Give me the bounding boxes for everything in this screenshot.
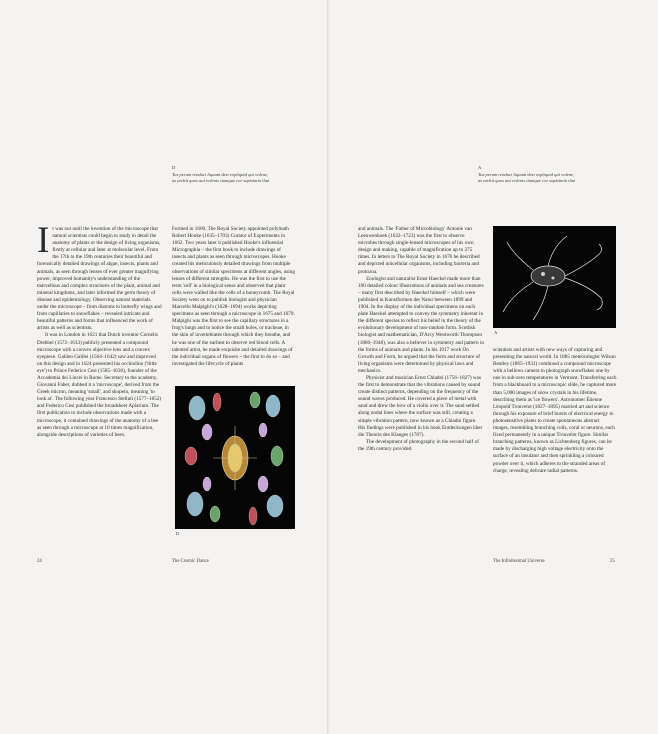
left-col1-paragraph-2: It was in London in 1621 that Dutch inventor Cornelis Drebbel (1572–1633) publicly presented a compound microscope with a convex objective lens and a convex eyepiece. Galileo Galilei (1564–1642) saw and improved on this design and in 1624 presented his occhiolino ('little eye') to Prince Federico Cesi (1585–1630), founder of the Accademia dei Lincei in Rome. Secretary to the academy, Giovanni Faber, dubbed it a 'microscope', derived from the Greek micron, meaning 'small', and skopein, meaning 'to look at'. The following year Francesco Stelluti (1577–1652) and Federico Cesi published the broadsheet Apiarium. The first publication to include observations made with a microscope, it contained drawings of the anatomy of a bee as seen through a microscope at 10 times magnification, alongside descriptions of varieties of bees.: [37, 332, 162, 438]
right-figure-letter: A: [494, 330, 498, 335]
left-column-2: [172, 226, 296, 368]
left-figure-letter: D: [176, 531, 180, 536]
copepod-illustration: [493, 226, 616, 328]
haeckel-plate-figure: [175, 386, 295, 529]
right-caption-letter: A: [478, 165, 482, 170]
right-column-2: [493, 347, 617, 475]
right-col1-paragraph-1: and animals. The 'Father of Microbiology' Antonie van Leeuwenhoek (1632–1723) was the first to observe microbes through single-lensed microscopes of his own design and making, capable of magnification up to 275 times. In letters to The Royal Society in 1676 he described and depicted unicellular organisms, including bacteria and protozoa.: [358, 226, 480, 275]
left-caption-letter: D: [172, 165, 176, 170]
right-col2-paragraph-1: scientists and artists with new ways of capturing and presenting the natural world. In 1885 meteorologist Wilson Bentley (1865–1931) combined a compound microscope with a bellows camera to photograph snowflakes one by one in sub-zero temperatures in Vermont. Transferring each from a blackboard to a microscopic slide, he captured more than 5,000 images of snow crystals in his lifetime, describing them as 'ice flowers'. Astronomer Étienne Léopold Trouvelot (1827–1895) married art and science through his exposure of brief bursts of electrical energy to photosensitive plates to create spontaneous abstract images, resembling branching coils, coral or neurons, each fixed permanently in a unique Trouvelot figure. Similar branching patterns, known as Lichtenberg figures, can be made by discharging high voltage electricity onto the surface of an insulator and then sprinkling a coloured powder over it, which adheres to the stranded areas of charge, revealing delicate radial patterns.: [493, 347, 617, 474]
left-caption-text: Tus perum renduci liquam dest expliquid qui volene, as archit quos aut volenis tiumque cor sapisimin ihui: [172, 171, 270, 184]
left-folio: 24: [37, 559, 42, 564]
right-col1-paragraph-4: The development of photography in the second half of the 19th century provided: [358, 438, 479, 452]
drop-cap: I: [37, 220, 50, 261]
left-col1-paragraph-1: It was not until the invention of the microscope that natural scientists could begin to study in detail the anatomy of plants or the design of living organisms, firstly at cellular and later at molecular level. From the 17th to the 19th centuries their beautiful and forensically detailed drawings of algae, insects, plants and animals, as seen through lenses of ever greater magnifying power, improved humanity's understanding of the marvellous and complex structures of the plant, animal and mineral kingdoms, and later informed the germ theory of disease and epidemiology. Observing natural materials under the microscope – from diatoms to butterfly wings and from capillaries to snowflakes – revealed intricate and beautiful patterns and forms that influenced the work of artists as well as scientists.: [37, 220, 162, 332]
left-running-head: The Cosmic Dance: [172, 559, 209, 564]
microscope-photo-figure: [493, 226, 616, 328]
right-caption-text: Tus perum renduci liquam dest expliquid qui volene, as archit quos aut volenis tiumque cor sapisimin ihui: [478, 171, 576, 184]
right-caption: [478, 165, 578, 185]
left-caption: [172, 165, 272, 185]
right-column-1: [358, 226, 484, 453]
right-col1-paragraph-2: Zoologist and naturalist Ernst Haeckel made more than 100 detailed colour illustrations of animals and sea creatures – many first described by Haeckel himself – which were published in Kunstformen der Natur between 1899 and 1904. In the display of the individual specimens on each plate Haeckel attempted to convey the symmetry inherent in the different species to reflect his belief in the theory of the evolutionary development of non-random form. Scottish biologist and mathematician, D'Arcy Wentworth Thompson (1860–1948), was also a believer in symmetry and pattern in the forms of animals and plants. In his 1917 work On Growth and Form, he argued that the form and structure of living organisms were determined by physical laws and mechanics.: [358, 275, 484, 374]
right-running-head: The Infinitesimal Universe: [493, 559, 545, 564]
right-page: [330, 0, 658, 734]
right-col1-paragraph-3: Physicist and musician Ernst Chladni (1756–1827) was the first to demonstrate that the vibrations caused by sound create distinct patterns, depending on the frequency of the sound waves produced. He covered a piece of metal with sand and drew the bow of a violin over it. The sand settled along nodal lines where the surface was still, creating a simple vibration pattern, now known as a Chladni figure. His findings were published in his book Entdeckungen über die Theorie des Klanges (1787).: [358, 374, 483, 438]
left-column-1: [37, 220, 162, 439]
left-page: [0, 0, 328, 734]
right-folio: 25: [610, 559, 615, 564]
radiolarian-illustration: [175, 386, 295, 529]
left-col2-paragraph-1: Formed in 1660, The Royal Society appointed polymath Robert Hooke (1635–1703) Curator of Experiments in 1662. Two years later it published Hooke's influential Micrographia – the first book to include drawings of insects and plants as seen through microscopes. Hooke created his meticulously detailed drawings from multiple observations of similar specimens at different angles, using lenses of different strengths. He was the first to use the term 'cell' in a biological sense and observed that plant cells were walled like the cells of a honeycomb. The Royal Society went on to publish biologist and physician Marcello Malpighi's (1628–1694) works depicting specimens as seen through a microscope in 1675 and 1679. Malpighi was the first to see the capillary structures in a frog's lungs and to notice the small holes, or tracheae, in the skin of invertebrates through which they breathe, and he was one of the earliest to observe red blood cells. A talented artist, he made exquisite and detailed drawings of the individual organs of flowers – the first to do so – and investigated the lifecycle of plants: [172, 226, 295, 367]
